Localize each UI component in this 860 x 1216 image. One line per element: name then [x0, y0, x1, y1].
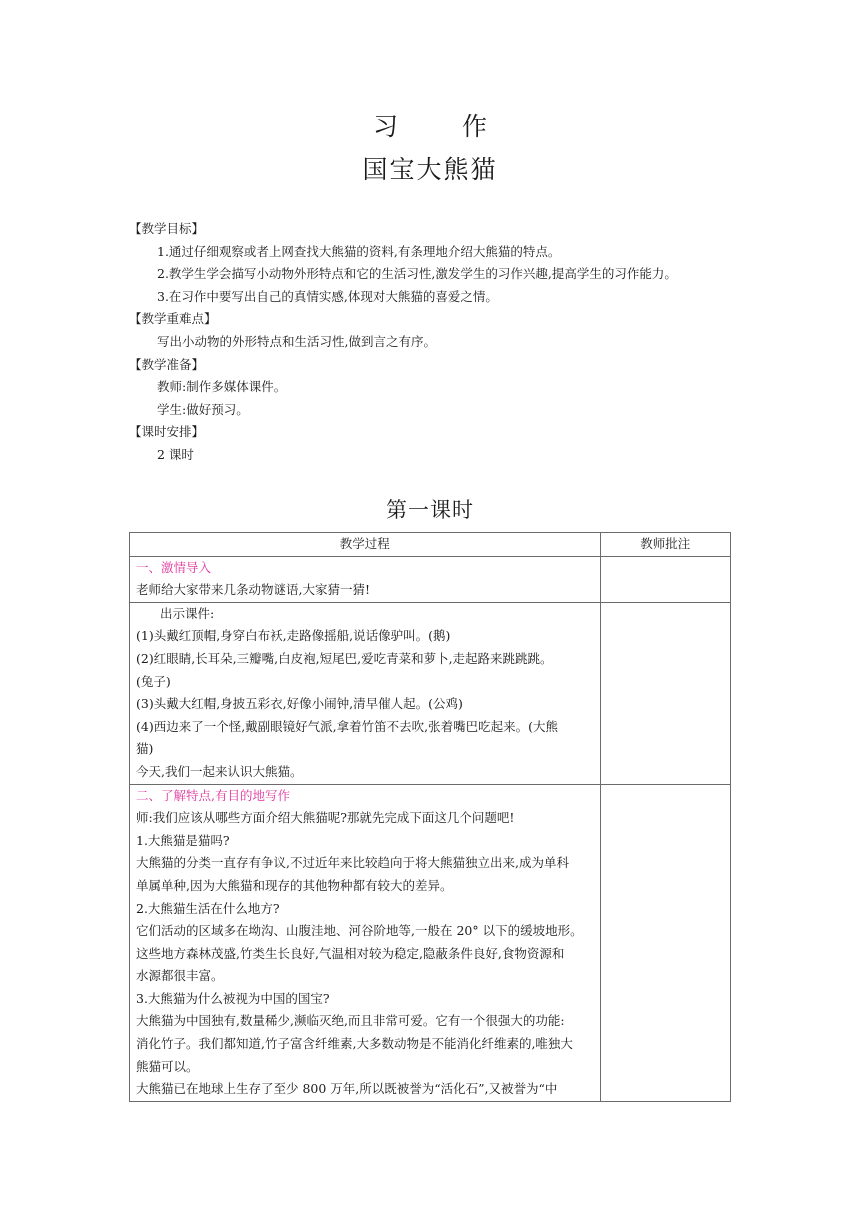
section-heading-schedule: 【课时安排】 [129, 424, 205, 440]
riddle-line: 猫) [136, 741, 154, 757]
process-cell [130, 602, 601, 784]
process-cell [130, 784, 601, 1101]
process-line: 消化竹子。我们都知道,竹子富含纤维素,大多数动物是不能消化纤维素的,唯独大 [136, 1036, 573, 1052]
goal-item: 2.教学生学会描写小动物外形特点和它的生活习性,激发学生的习作兴趣,提高学生的习作能力。 [157, 266, 677, 282]
process-line: 大熊猫已在地球上生存了至少 800 万年,所以既被誉为“活化石”,又被誉为“中 [136, 1081, 558, 1097]
key-point-item: 写出小动物的外形特点和生活习性,做到言之有序。 [157, 333, 436, 349]
process-line: 师:我们应该从哪些方面介绍大熊猫呢?那就先完成下面这几个问题吧! [136, 810, 515, 826]
block-heading-features: 二、了解特点,有目的地写作 [136, 787, 290, 803]
lesson-plan-sections [129, 218, 769, 467]
process-cell [130, 556, 601, 602]
process-line: 老师给大家带来几条动物谜语,大家猜一猜! [136, 582, 370, 598]
process-line: 大熊猫的分类一直存有争议,不过近年来比较趋向于将大熊猫独立出来,成为单科 [136, 855, 569, 871]
table-row [130, 602, 731, 784]
riddle-line: (兔子) [136, 673, 171, 689]
schedule-item: 2 课时 [157, 446, 194, 462]
column-header-process: 教学过程 [130, 533, 601, 557]
page-title: 习 作 [373, 112, 515, 141]
question-line: 1.大熊猫是猫吗? [136, 832, 230, 848]
teaching-process-table [129, 532, 731, 1102]
process-line: 熊猫可以。 [136, 1058, 199, 1074]
process-line: 这些地方森林茂盛,竹类生长良好,气温相对较为稳定,隐蔽条件良好,食物资源和 [136, 945, 565, 961]
block-heading-intro: 一、激情导入 [136, 559, 212, 575]
preparation-item: 教师:制作多媒体课件。 [157, 379, 287, 395]
riddle-line: (3)头戴大红帽,身披五彩衣,好像小闹钟,清早催人起。(公鸡) [136, 696, 463, 712]
section-heading-goals: 【教学目标】 [129, 221, 205, 236]
goal-item: 3.在习作中要写出自己的真情实感,体现对大熊猫的喜爱之情。 [157, 288, 498, 304]
notes-cell [600, 556, 730, 602]
section-heading-key-points: 【教学重难点】 [129, 311, 217, 327]
process-line: 大熊猫为中国独有,数量稀少,濒临灭绝,而且非常可爱。它有一个很强大的功能: [136, 1013, 565, 1029]
goal-item: 1.通过仔细观察或者上网查找大熊猫的资料,有条理地介绍大熊猫的特点。 [157, 243, 561, 259]
question-line: 2.大熊猫生活在什么地方? [136, 900, 280, 916]
column-header-notes: 教师批注 [600, 533, 730, 557]
table-row [130, 784, 731, 1101]
riddle-line: (4)西边来了一个怪,戴副眼镜好气派,拿着竹笛不去吹,张着嘴巴吃起来。(大熊 [136, 718, 559, 734]
page-subtitle: 国宝大熊猫 [362, 155, 498, 184]
riddle-line: (2)红眼睛,长耳朵,三瓣嘴,白皮袍,短尾巴,爱吃青菜和萝卜,走起路来跳跳跳。 [136, 650, 553, 666]
process-line: 今天,我们一起来认识大熊猫。 [136, 763, 303, 779]
table-row [130, 556, 731, 602]
preparation-item: 学生:做好预习。 [157, 401, 249, 417]
process-lead: 出示课件: [160, 605, 215, 621]
table-header-row [130, 533, 731, 557]
notes-cell [600, 784, 730, 1101]
process-line: 单属单种,因为大熊猫和现存的其他物种都有较大的差异。 [136, 877, 453, 893]
process-line: 它们活动的区域多在坳沟、山腹洼地、河谷阶地等,一般在 20° 以下的缓坡地形。 [136, 923, 583, 939]
notes-cell [600, 602, 730, 784]
section-heading-preparation: 【教学准备】 [129, 356, 205, 372]
riddle-line: (1)头戴红顶帽,身穿白布袄,走路像摇船,说话像驴叫。(鹅) [136, 628, 451, 644]
process-line: 水源都很丰富。 [136, 968, 224, 984]
question-line: 3.大熊猫为什么被视为中国的国宝? [136, 990, 330, 1006]
lesson-title: 第一课时 [386, 498, 474, 522]
